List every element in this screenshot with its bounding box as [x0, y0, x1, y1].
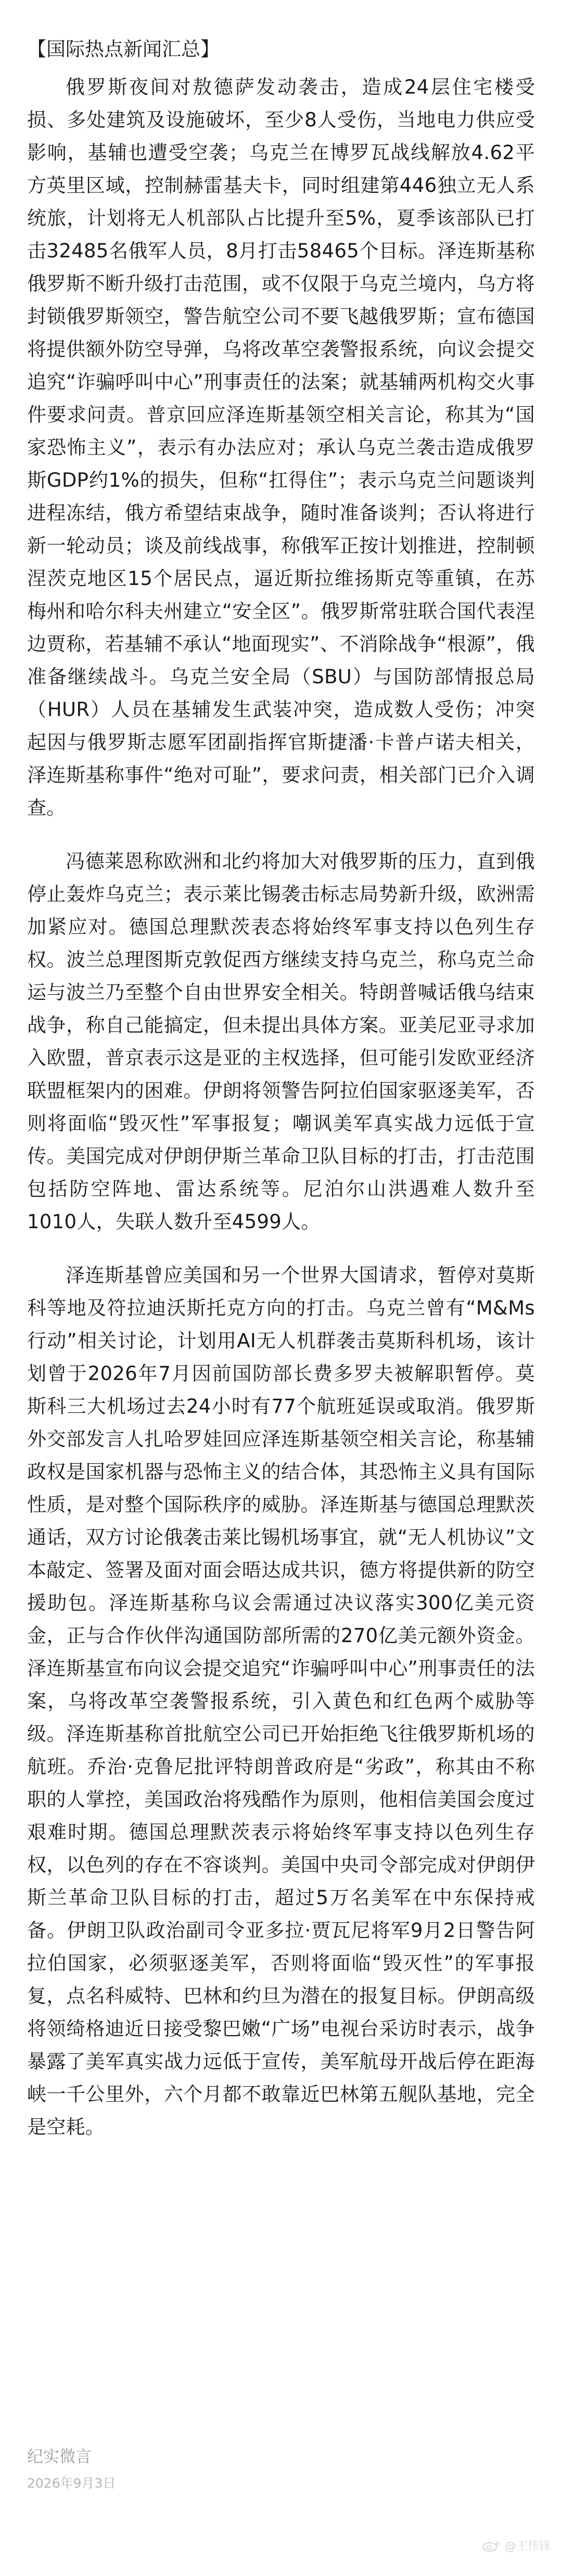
- article-paragraph-1: 俄罗斯夜间对敖德萨发动袭击，造成24层住宅楼受损、多处建筑及设施破坏，至少8人受伤，当地电力供应受影响，基辅也遭受空袭；乌克兰在博罗瓦战线解放4.62平方英里区域，控制赫雷基夫卡，同时组建第446独立无人系统旅，计划将无人机部队占比提升至5%，夏季该部队已打击32485名俄军人员，8月打击58465个目标。泽连斯基称俄罗斯不断升级打击范围，或不仅限于乌克兰境内，乌方将封锁俄罗斯领空，警告航空公司不要飞越俄罗斯；宣布德国将提供额外防空导弹，乌将改革空袭警报系统，向议会提交追究“诈骗呼叫中心”刑事责任的法案；就基辅两机构交火事件要求问责。普京回应泽连斯基领空相关言论，称其为“国家恐怖主义”，表示有办法应对；承认乌克兰袭击造成俄罗斯GDP约1%的损失，但称“扛得住”；表示乌克兰问题谈判进程冻结，俄方希望结束战争，随时准备谈判；否认将进行新一轮动员；谈及前线战事，称俄军正按计划推进，控制顿涅茨克地区15个居民点，逼近斯拉维扬斯克等重镇，在苏梅州和哈尔科夫州建立“安全区”。俄罗斯常驻联合国代表涅边贾称，若基辅不承认“地面现实”、不消除战争“根源”，俄准备继续战斗。乌克兰安全局（SBU）与国防部情报总局（HUR）人员在基辅发生武装冲突，造成数人受伤；冲突起因与俄罗斯志愿军团副指挥官斯捷潘·卡普卢诺夫相关，泽连斯基称事件“绝对可耻”，要求问责，相关部门已介入调查。: [27, 76, 535, 819]
- article-body: [27, 31, 535, 2164]
- watermark: [482, 2538, 551, 2554]
- publish-date: 2026年9月3日: [27, 2476, 116, 2491]
- article-footer: [27, 2444, 116, 2494]
- author-name[interactable]: 纪实微言: [27, 2448, 92, 2466]
- watermark-text: @王伟锋: [504, 2540, 551, 2553]
- article-headline: 【国际热点新闻汇总】: [27, 38, 220, 60]
- weibo-logo-icon: [482, 2540, 501, 2552]
- article-paragraph-2: 冯德莱恩称欧洲和北约将加大对俄罗斯的压力，直到俄停止轰炸乌克兰；表示莱比锡袭击标志局势新升级，欧洲需加紧应对。德国总理默茨表态将始终军事支持以色列生存权。波兰总理图斯克敦促西方继续支持乌克兰，称乌克兰命运与波兰乃至整个自由世界安全相关。特朗普喊话俄乌结束战争，称自己能搞定，但未提出具体方案。亚美尼亚寻求加入欧盟，普京表示这是亚的主权选择，但可能引发欧亚经济联盟框架内的困难。伊朗将领警告阿拉伯国家驱逐美军，否则将面临“毁灭性”军事报复；嘲讽美军真实战力远低于宣传。美国完成对伊朗伊斯兰革命卫队目标的打击，打击范围包括防空阵地、雷达系统等。尼泊尔山洪遇难人数升至1010人，失联人数升至4599人。: [27, 850, 535, 1233]
- article-paragraph-3: 泽连斯基曾应美国和另一个世界大国请求，暂停对莫斯科等地及符拉迪沃斯托克方向的打击。乌克兰曾有“M&Ms行动”相关讨论，计划用AI无人机群袭击莫斯科机场，该计划曾于2026年7月因前国防部长费多罗夫被解职暂停。莫斯科三大机场过去24小时有77个航班延误或取消。俄罗斯外交部发言人扎哈罗娃回应泽连斯基领空相关言论，称基辅政权是国家机器与恐怖主义的结合体，其恐怖主义具有国际性质，是对整个国际秩序的威胁。泽连斯基与德国总理默茨通话，双方讨论俄袭击莱比锡机场事宜，就“无人机协议”文本敲定、签署及面对面会晤达成共识，德方将提供新的防空援助包。泽连斯基称乌议会需通过决议落实300亿美元资金，正与合作伙伴沟通国防部所需的270亿美元额外资金。泽连斯基宣布向议会提交追究“诈骗呼叫中心”刑事责任的法案，乌将改革空袭警报系统，引入黄色和红色两个威胁等级。泽连斯基称首批航空公司已开始拒绝飞往俄罗斯机场的航班。乔治·克鲁尼批评特朗普政府是“劣政”，称其由不称职的人掌控，美国政治将残酷作为原则，他相信美国会度过艰难时期。德国总理默茨表示将始终军事支持以色列生存权，以色列的存在不容谈判。美国中央司令部完成对伊朗伊斯兰革命卫队目标的打击，超过5万名美军在中东保持戒备。伊朗卫队政治副司令亚多拉·贾瓦尼将军9月2日警告阿拉伯国家，必须驱逐美军，否则将面临“毁灭性”的军事报复，点名科威特、巴林和约旦为潜在的报复目标。伊朗高级将领绮格迪近日接受黎巴嫩“广场”电视台采访时表示，战争暴露了美军真实战力远低于宣传，美军航母开战后停在距海峡一千公里外，六个月都不敢靠近巴林第五舰队基地，完全是空耗。: [27, 1264, 535, 2138]
